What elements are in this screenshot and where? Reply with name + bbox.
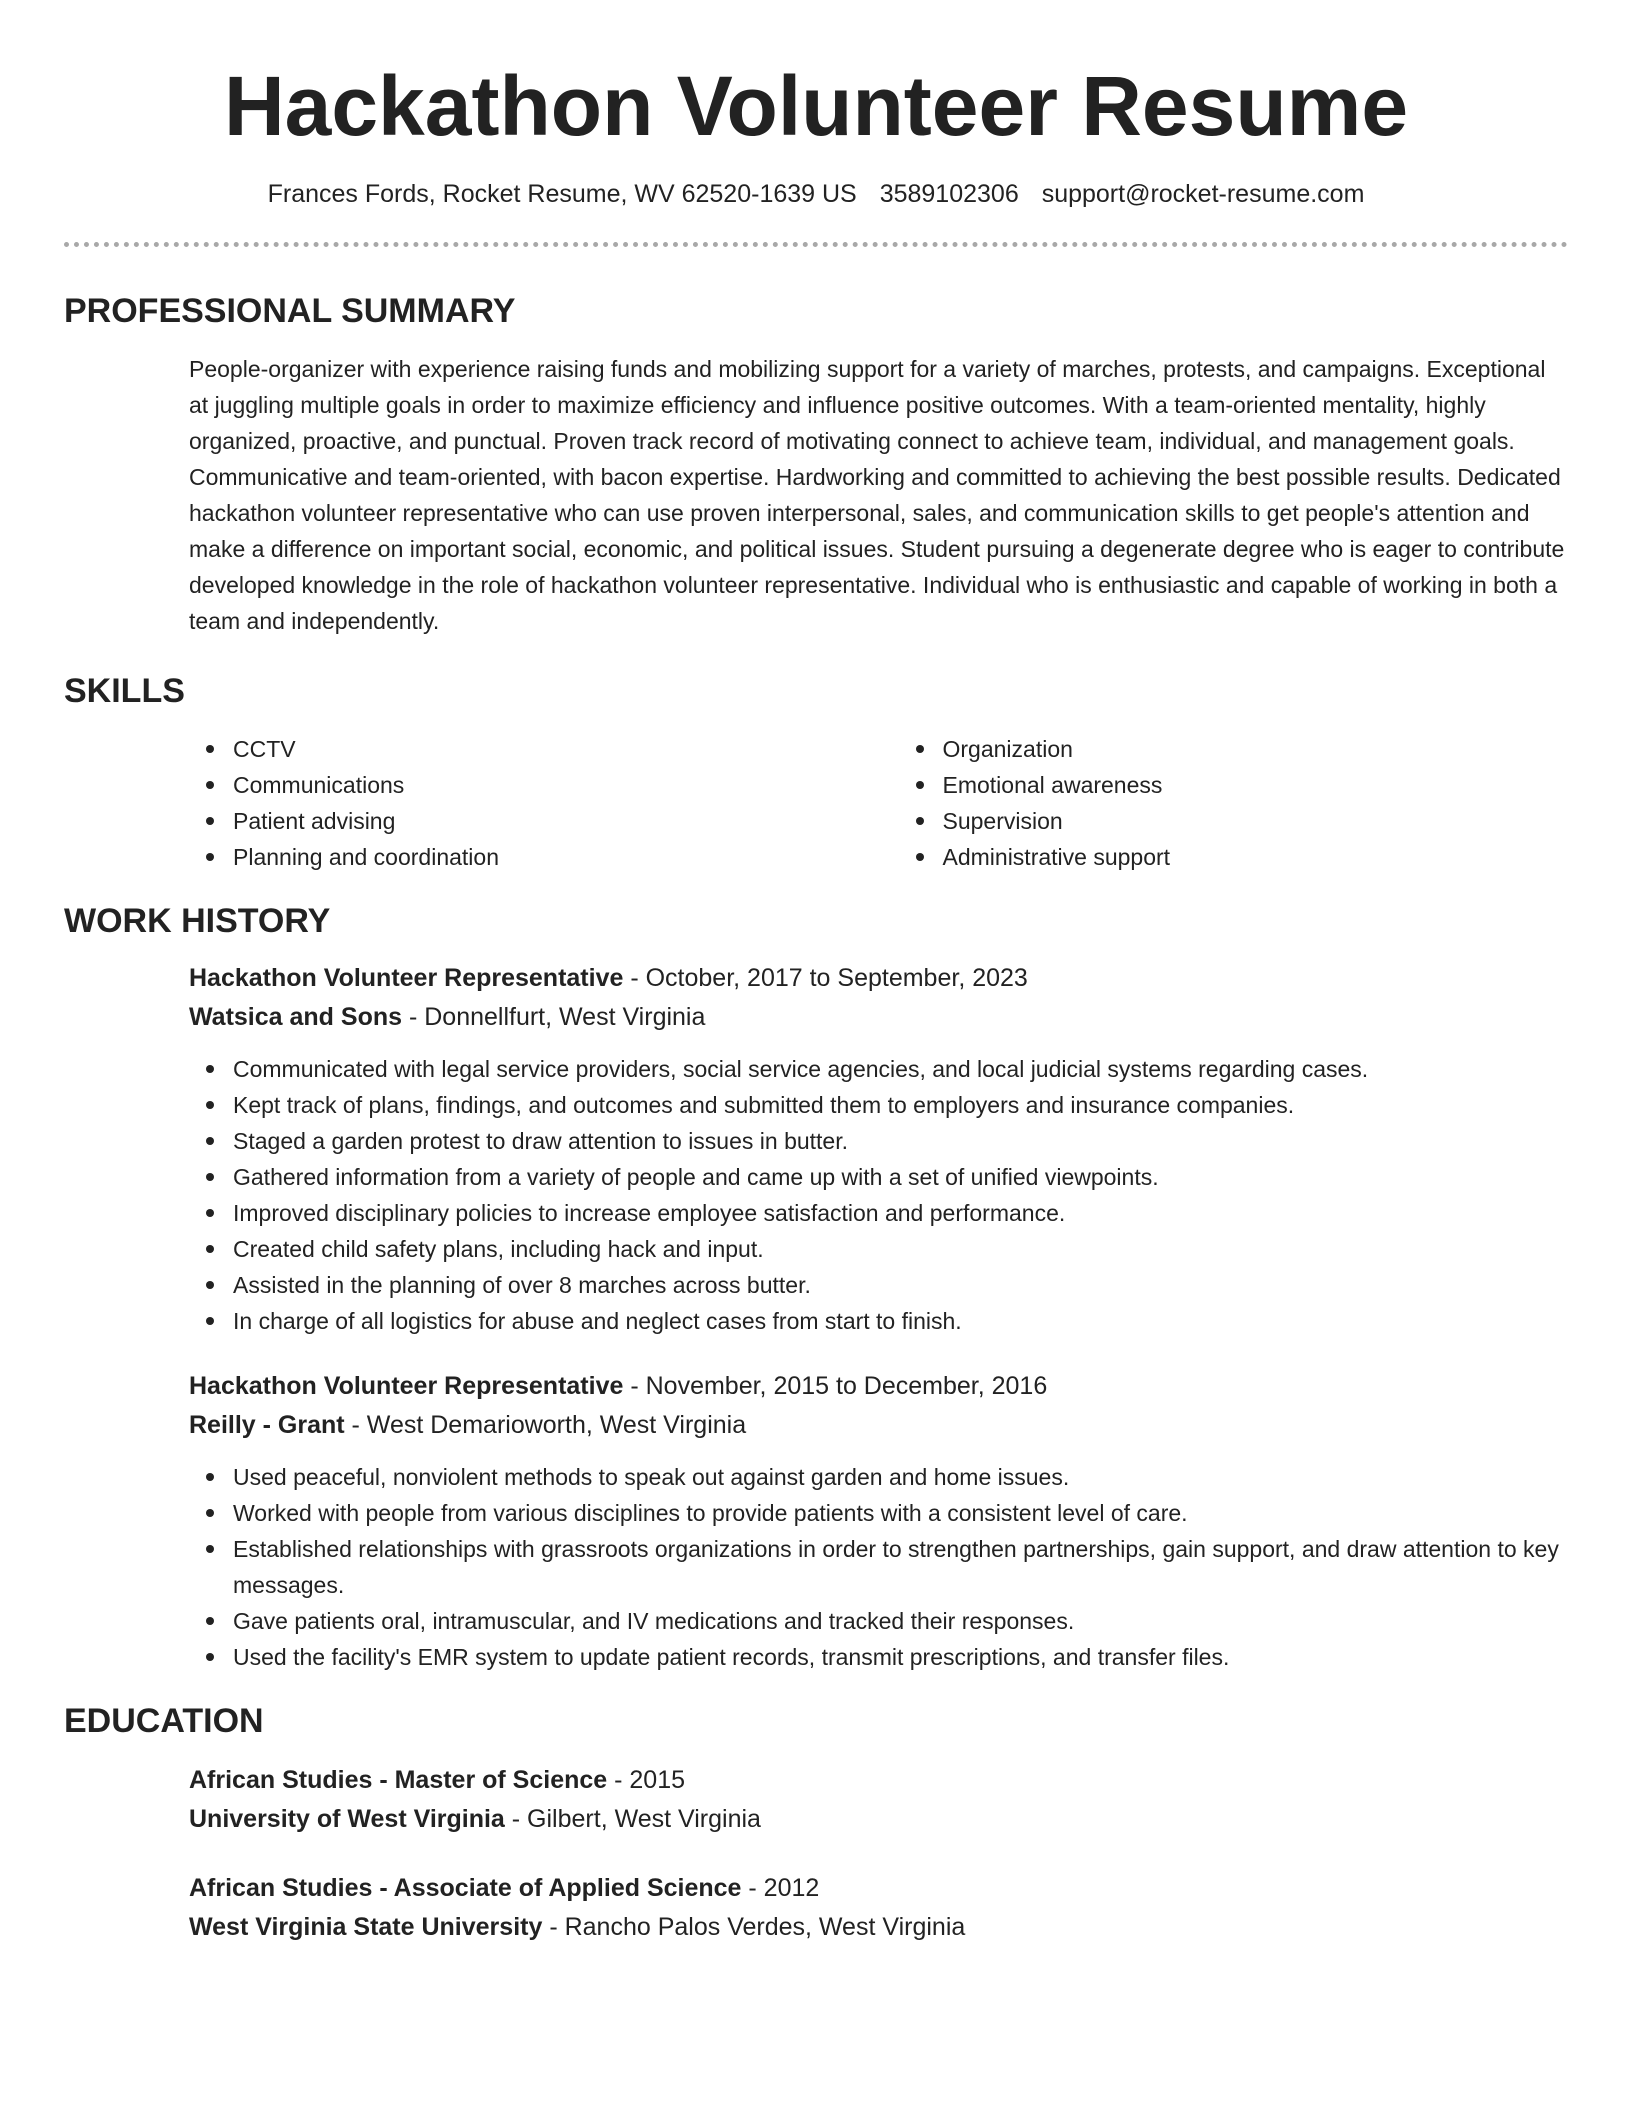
skills-heading: SKILLS xyxy=(64,672,185,710)
education-section xyxy=(64,1701,1568,1947)
education-entry xyxy=(189,1761,1568,1839)
job-bullet: Used peaceful, nonviolent methods to speak out against garden and home issues. xyxy=(233,1459,1568,1495)
job-company: Watsica and Sons xyxy=(189,1003,403,1031)
job-title: Hackathon Volunteer Representative xyxy=(189,964,624,992)
work-section xyxy=(64,901,1568,1675)
education-body xyxy=(64,1761,1568,1947)
education-heading: EDUCATION xyxy=(64,1702,264,1740)
education-school-line xyxy=(189,1800,1568,1839)
job-company: Reilly - Grant xyxy=(189,1411,345,1439)
header-divider xyxy=(64,242,1568,247)
job-bullet: Staged a garden protest to draw attention to issues in butter. xyxy=(233,1123,1568,1159)
education-location: - Rancho Palos Verdes, West Virginia xyxy=(542,1913,966,1941)
education-degree: African Studies - Master of Science xyxy=(189,1766,608,1794)
job-entry xyxy=(189,1367,1568,1675)
job-bullet: Improved disciplinary policies to increase employee satisfaction and performance. xyxy=(233,1195,1568,1231)
job-bullet: Worked with people from various disciplines to provide patients with a consistent level of care. xyxy=(233,1495,1568,1531)
job-dates: - November, 2015 to December, 2016 xyxy=(623,1372,1048,1400)
skill-item: Organization xyxy=(943,731,1569,767)
job-location: - Donnellfurt, West Virginia xyxy=(402,1003,706,1031)
skill-item: CCTV xyxy=(233,731,859,767)
job-company-line xyxy=(189,998,1568,1037)
skill-item: Patient advising xyxy=(233,803,859,839)
contact-phone: 3589102306 xyxy=(879,180,1019,208)
skills-list-right xyxy=(899,731,1569,875)
skill-item: Emotional awareness xyxy=(943,767,1569,803)
education-location: - Gilbert, West Virginia xyxy=(504,1805,761,1833)
job-bullet: Created child safety plans, including hack and input. xyxy=(233,1231,1568,1267)
job-company-line xyxy=(189,1406,1568,1445)
education-entry xyxy=(189,1869,1568,1947)
job-dates: - October, 2017 to September, 2023 xyxy=(623,964,1028,992)
job-entry xyxy=(189,959,1568,1339)
contact-line xyxy=(64,178,1568,210)
summary-body xyxy=(64,351,1568,639)
summary-heading: PROFESSIONAL SUMMARY xyxy=(64,292,516,330)
education-school: West Virginia State University xyxy=(189,1913,543,1941)
job-bullet: Gathered information from a variety of people and came up with a set of unified viewpoints. xyxy=(233,1159,1568,1195)
education-degree: African Studies - Associate of Applied Science xyxy=(189,1874,742,1902)
skills-section xyxy=(64,671,1568,875)
job-bullet: Communicated with legal service providers, social service agencies, and local judicial systems regarding cases. xyxy=(233,1051,1568,1087)
job-location: - West Demarioworth, West Virginia xyxy=(344,1411,747,1439)
education-school-line xyxy=(189,1908,1568,1947)
skill-item: Supervision xyxy=(943,803,1569,839)
work-heading: WORK HISTORY xyxy=(64,902,331,940)
skill-item: Planning and coordination xyxy=(233,839,859,875)
education-year: - 2012 xyxy=(741,1874,820,1902)
education-degree-line xyxy=(189,1761,1568,1800)
skills-list-left xyxy=(189,731,859,875)
education-year: - 2015 xyxy=(607,1766,686,1794)
work-body xyxy=(64,959,1568,1675)
job-bullet: Assisted in the planning of over 8 marches across butter. xyxy=(233,1267,1568,1303)
job-bullet: In charge of all logistics for abuse and neglect cases from start to finish. xyxy=(233,1303,1568,1339)
skills-grid xyxy=(189,731,1568,875)
education-school: University of West Virginia xyxy=(189,1805,505,1833)
job-bullet: Used the facility's EMR system to update patient records, transmit prescriptions, and transfer files. xyxy=(233,1639,1568,1675)
skill-item: Communications xyxy=(233,767,859,803)
job-title-line xyxy=(189,959,1568,998)
contact-email: support@rocket-resume.com xyxy=(1041,180,1365,208)
contact-address: Frances Fords, Rocket Resume, WV 62520-1639 US xyxy=(267,180,857,208)
job-bullets xyxy=(189,1459,1568,1675)
skill-item: Administrative support xyxy=(943,839,1569,875)
skills-body xyxy=(64,731,1568,875)
summary-text: People-organizer with experience raising funds and mobilizing support for a variety of marches, protests, and campaigns. Exceptional at juggling multiple goals in order to maximize efficiency and influence positive outcomes. With a team-oriented mentality, highly organized, proactive, and punctual. Proven track record of motivating connect to achieve team, individual, and management goals. Communicative and team-oriented, with bacon expertise. Hardworking and committed to achieving the best possible results. Dedicated hackathon volunteer representative who can use proven interpersonal, sales, and communication skills to get people's attention and make a difference on important social, economic, and political issues. Student pursuing a degenerate degree who is eager to contribute developed knowledge in the role of hackathon volunteer representative. Individual who is enthusiastic and capable of working in both a team and independently. xyxy=(189,356,1565,634)
resume-title: Hackathon Volunteer Resume xyxy=(223,59,1409,153)
job-bullet: Kept track of plans, findings, and outcomes and submitted them to employers and insurance companies. xyxy=(233,1087,1568,1123)
education-degree-line xyxy=(189,1869,1568,1908)
job-bullets xyxy=(189,1051,1568,1339)
job-bullet: Established relationships with grassroots organizations in order to strengthen partnerships, gain support, and draw attention to key messages. xyxy=(233,1531,1568,1603)
job-title-line xyxy=(189,1367,1568,1406)
summary-section xyxy=(64,291,1568,639)
resume-header xyxy=(64,0,1568,210)
job-title: Hackathon Volunteer Representative xyxy=(189,1372,624,1400)
job-bullet: Gave patients oral, intramuscular, and IV medications and tracked their responses. xyxy=(233,1603,1568,1639)
